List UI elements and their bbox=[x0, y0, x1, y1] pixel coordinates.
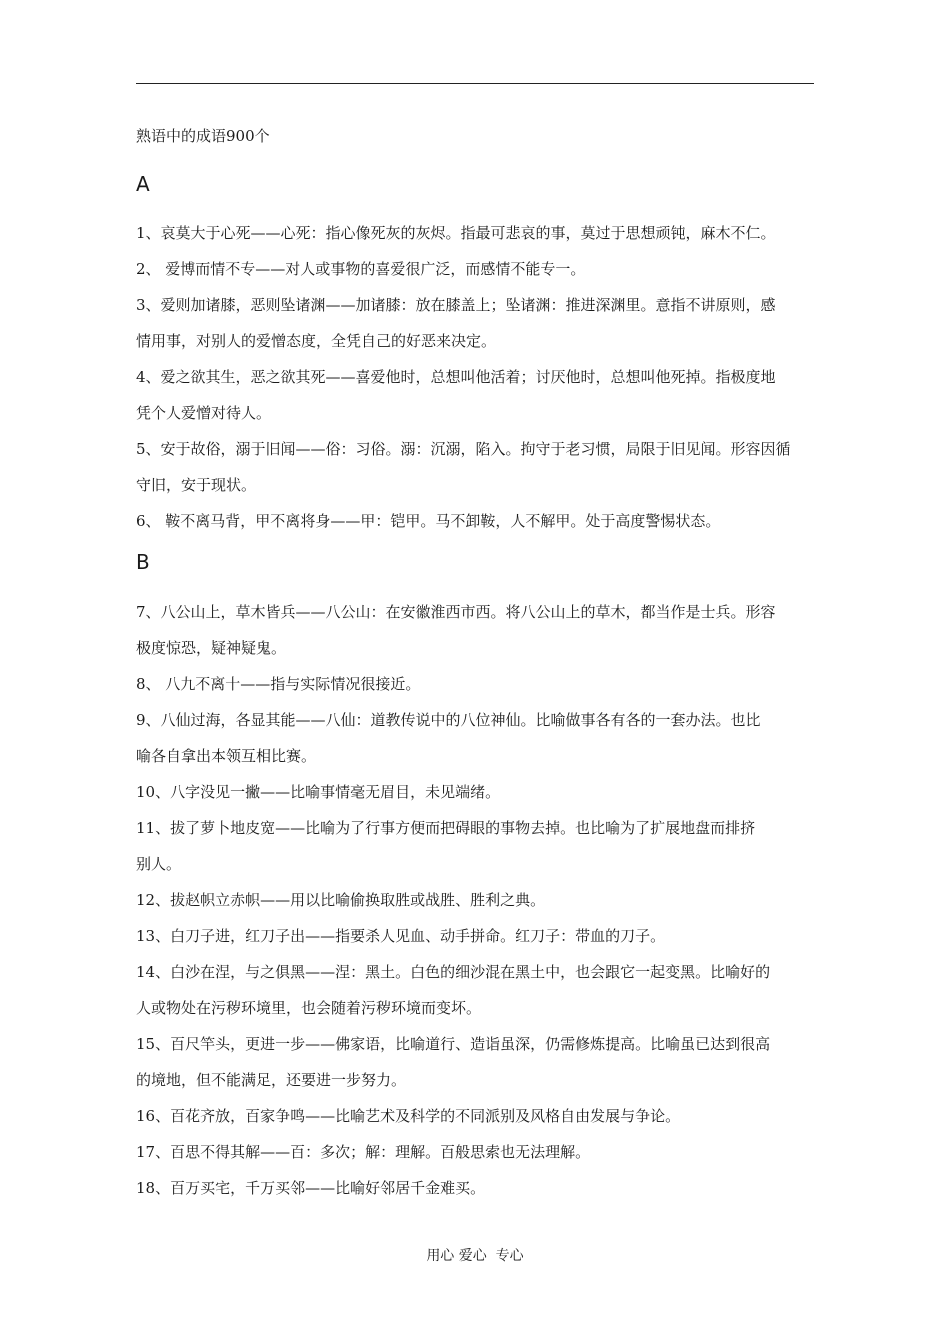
entry-line: 3、爱则加诸膝，恶则坠诸渊——加诸膝：放在膝盖上；坠诸渊：推进深渊里。意指不讲原则，感 bbox=[136, 296, 776, 314]
section-heading-a: A bbox=[136, 172, 150, 196]
header-rule bbox=[136, 83, 814, 84]
entry-line: 5、安于故俗，溺于旧闻——俗：习俗。溺：沉溺，陷入。拘守于老习惯，局限于旧见闻。形容因循 bbox=[136, 440, 791, 458]
entry-line: 10、八字没见一撇——比喻事情毫无眉目，未见端绪。 bbox=[136, 783, 501, 801]
entry-line: 8、 八九不离十——指与实际情况很接近。 bbox=[136, 675, 421, 693]
entry-line: 4、爱之欲其生，恶之欲其死——喜爱他时，总想叫他活着；讨厌他时，总想叫他死掉。指极度地 bbox=[136, 368, 776, 386]
entry-line: 11、拔了萝卜地皮宽——比喻为了行事方便而把碍眼的事物去掉。也比喻为了扩展地盘而排挤 bbox=[136, 819, 756, 837]
entry-line: 喻各自拿出本领互相比赛。 bbox=[136, 747, 317, 765]
page-title: 熟语中的成语900个 bbox=[136, 127, 270, 145]
entry-line: 2、 爱博而情不专——对人或事物的喜爱很广泛，而感情不能专一。 bbox=[136, 260, 586, 278]
entry-line: 14、白沙在涅，与之俱黑——涅：黑土。白色的细沙混在黑土中，也会跟它一起变黑。比喻好的 bbox=[136, 963, 771, 981]
entry-line: 人或物处在污秽环境里，也会随着污秽环境而变坏。 bbox=[136, 999, 482, 1017]
section-heading-b: B bbox=[136, 550, 150, 574]
entry-line: 12、拔赵帜立赤帜——用以比喻偷换取胜或战胜、胜利之典。 bbox=[136, 891, 546, 909]
entry-line: 9、八仙过海，各显其能——八仙：道教传说中的八位神仙。比喻做事各有各的一套办法。也比 bbox=[136, 711, 761, 729]
entry-line: 15、百尺竿头，更进一步——佛家语，比喻道行、造诣虽深，仍需修炼提高。比喻虽已达到很高 bbox=[136, 1035, 771, 1053]
entry-line: 凭个人爱憎对待人。 bbox=[136, 404, 272, 422]
entry-line: 17、百思不得其解——百：多次；解：理解。百般思索也无法理解。 bbox=[136, 1143, 591, 1161]
entry-line: 的境地，但不能满足，还要进一步努力。 bbox=[136, 1071, 407, 1089]
entry-line: 18、百万买宅，千万买邻——比喻好邻居千金难买。 bbox=[136, 1179, 486, 1197]
entry-line: 16、百花齐放，百家争鸣——比喻艺术及科学的不同派别及风格自由发展与争论。 bbox=[136, 1107, 681, 1125]
entry-line: 极度惊恐，疑神疑鬼。 bbox=[136, 639, 287, 657]
entry-line: 守旧，安于现状。 bbox=[136, 476, 257, 494]
entry-line: 13、白刀子进，红刀子出——指要杀人见血、动手拼命。红刀子：带血的刀子。 bbox=[136, 927, 666, 945]
entry-line: 别人。 bbox=[136, 855, 182, 873]
entry-line: 7、八公山上，草木皆兵——八公山：在安徽淮西市西。将八公山上的草木，都当作是士兵。形容 bbox=[136, 603, 776, 621]
entry-line: 1、哀莫大于心死——心死：指心像死灰的灰烬。指最可悲哀的事，莫过于思想顽钝，麻木不仁。 bbox=[136, 224, 776, 242]
page-footer: 用心 爱心 专心 bbox=[426, 1248, 524, 1264]
entry-line: 情用事，对别人的爱憎态度，全凭自己的好恶来决定。 bbox=[136, 332, 497, 350]
entry-line: 6、 鞍不离马背，甲不离将身——甲：铠甲。马不卸鞍，人不解甲。处于高度警惕状态。 bbox=[136, 512, 721, 530]
